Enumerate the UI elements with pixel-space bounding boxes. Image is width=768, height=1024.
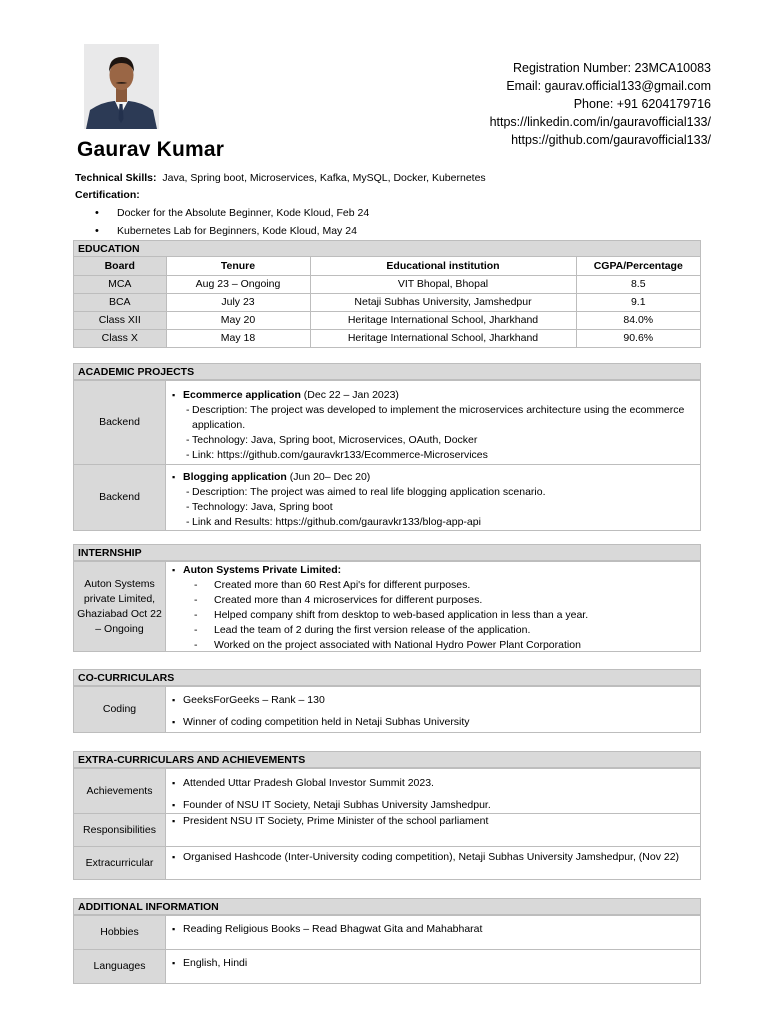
internship-section [73, 544, 701, 652]
cocurricular-item: ▪ GeeksForGeeks – Rank – 130 [172, 693, 696, 708]
row-label: Responsibilities [74, 814, 166, 846]
row-label: Hobbies [74, 916, 166, 949]
project-heading [172, 470, 696, 485]
project-category: Backend [74, 381, 166, 464]
section-heading: CO-CURRICULARS [74, 670, 700, 686]
project-date: (Jun 20– Dec 20) [286, 471, 371, 483]
internship-point: - Helped company shift from desktop to web-based application in less than a year. [172, 608, 696, 623]
certification-item: • Kubernetes Lab for Beginners, Kode Kloud, May 24 [95, 224, 369, 242]
column-header: CGPA/Percentage [576, 257, 700, 275]
section-heading: INTERNSHIP [74, 545, 700, 561]
technical-skills [75, 172, 486, 184]
projects-section [73, 363, 701, 531]
achievement-row [74, 768, 700, 813]
table-cell: May 20 [166, 311, 310, 329]
column-header: Board [74, 257, 166, 275]
certification-list [95, 206, 369, 242]
row-label: Extracurricular [74, 847, 166, 879]
responsibility-row [74, 813, 700, 846]
table-cell: 90.6% [576, 329, 700, 347]
table-cell: Heritage International School, Jharkhand [310, 311, 576, 329]
row-label: Achievements [74, 769, 166, 813]
internship-point: - Worked on the project associated with National Hydro Power Plant Corporation [172, 638, 696, 653]
project-description: - Description: The project was developed to implement the microservices architecture using the ecommerce application. [172, 403, 696, 433]
project-name: Blogging application [183, 471, 287, 483]
email-link[interactable]: Email: gaurav.official133@gmail.com [506, 79, 711, 93]
project-technology: - Technology: Java, Spring boot [172, 500, 696, 515]
registration-number: Registration Number: 23MCA10083 [512, 61, 711, 75]
row-details [166, 814, 700, 846]
phone-number: Phone: +91 6204179716 [573, 97, 711, 111]
internship-row [74, 561, 700, 651]
extracurricular-section [73, 751, 701, 880]
column-header: Educational institution [310, 257, 576, 275]
row-details [166, 950, 700, 983]
certification-label: Certification: [75, 189, 140, 201]
row-label: Languages [74, 950, 166, 983]
language-item: ▪ English, Hindi [172, 956, 696, 971]
extracurricular-row [74, 846, 700, 879]
candidate-name: Gaurav Kumar [77, 138, 225, 161]
table-cell: BCA [74, 293, 166, 311]
education-table [74, 257, 700, 347]
table-cell: MCA [74, 275, 166, 293]
responsibility-item: ▪ President NSU IT Society, Prime Minister of the school parliament [172, 814, 696, 829]
education-section [73, 240, 701, 348]
cocurricular-row [74, 686, 700, 732]
project-name: Ecommerce application [183, 389, 301, 401]
project-heading [172, 388, 696, 403]
table-cell: Aug 23 – Ongoing [166, 275, 310, 293]
row-details [166, 769, 700, 813]
cocurricular-details [166, 687, 700, 732]
linkedin-link[interactable]: https://linkedin.com/in/gauravofficial133/ [489, 115, 711, 129]
cocurricular-section [73, 669, 701, 733]
additional-section [73, 898, 701, 984]
languages-row [74, 949, 700, 983]
internship-point: - Created more than 4 microservices for different purposes. [172, 593, 696, 608]
achievement-item: ▪ Attended Uttar Pradesh Global Investor Summit 2023. [172, 776, 696, 791]
table-row [74, 275, 700, 293]
achievement-item: ▪ Founder of NSU IT Society, Netaji Subhas University Jamshedpur. [172, 798, 696, 813]
project-row [74, 464, 700, 530]
cocurricular-label: Coding [74, 687, 166, 732]
table-cell: VIT Bhopal, Bhopal [310, 275, 576, 293]
project-technology: - Technology: Java, Spring boot, Microservices, OAuth, Docker [172, 433, 696, 448]
internship-company: ▪ Auton Systems Private Limited: [172, 563, 696, 578]
internship-details [166, 562, 700, 651]
github-link[interactable]: https://github.com/gauravofficial133/ [511, 133, 711, 147]
table-cell: May 18 [166, 329, 310, 347]
skills-value: Java, Spring boot, Microservices, Kafka, MySQL, Docker, Kubernetes [162, 172, 486, 184]
table-cell: Class XII [74, 311, 166, 329]
hobby-item: ▪ Reading Religious Books – Read Bhagwat Gita and Mahabharat [172, 922, 696, 937]
project-category: Backend [74, 465, 166, 530]
project-details [166, 465, 700, 530]
project-date: (Dec 22 – Jan 2023) [300, 389, 399, 401]
internship-point: - Lead the team of 2 during the first version release of the application. [172, 623, 696, 638]
internship-point: - Created more than 60 Rest Api's for different purposes. [172, 578, 696, 593]
skills-label: Technical Skills: [75, 172, 157, 184]
section-heading: EXTRA-CURRICULARS AND ACHIEVEMENTS [74, 752, 700, 768]
table-row [74, 329, 700, 347]
hobbies-row [74, 915, 700, 949]
project-link[interactable]: - Link: https://github.com/gauravkr133/Ecommerce-Microservices [172, 448, 696, 463]
internship-company-label: Auton Systems private Limited, Ghaziabad Oct 22 – Ongoing [74, 562, 166, 651]
contact-block [490, 59, 711, 149]
person-icon [84, 44, 159, 129]
table-cell: Heritage International School, Jharkhand [310, 329, 576, 347]
table-cell: 9.1 [576, 293, 700, 311]
column-header: Tenure [166, 257, 310, 275]
table-row [74, 293, 700, 311]
table-cell: 8.5 [576, 275, 700, 293]
extracurricular-item: ▪ Organised Hashcode (Inter-University coding competition), Netaji Subhas University Jamshedpur, (Nov 22) [172, 850, 696, 865]
table-cell: Class X [74, 329, 166, 347]
table-header-row [74, 257, 700, 275]
cocurricular-item: ▪ Winner of coding competition held in Netaji Subhas University [172, 715, 696, 730]
section-heading: ADDITIONAL INFORMATION [74, 899, 700, 915]
project-description: - Description: The project was aimed to real life blogging application scenario. [172, 485, 696, 500]
profile-photo [84, 44, 159, 129]
row-details [166, 916, 700, 949]
table-cell: Netaji Subhas University, Jamshedpur [310, 293, 576, 311]
certification-item: • Docker for the Absolute Beginner, Kode Kloud, Feb 24 [95, 206, 369, 224]
section-heading: EDUCATION [74, 241, 700, 257]
table-cell: 84.0% [576, 311, 700, 329]
section-heading: ACADEMIC PROJECTS [74, 364, 700, 380]
row-details [166, 847, 700, 879]
table-row [74, 311, 700, 329]
table-cell: July 23 [166, 293, 310, 311]
project-row [74, 380, 700, 464]
project-link[interactable]: - Link and Results: https://github.com/gauravkr133/blog-app-api [172, 515, 696, 530]
project-details [166, 381, 700, 464]
